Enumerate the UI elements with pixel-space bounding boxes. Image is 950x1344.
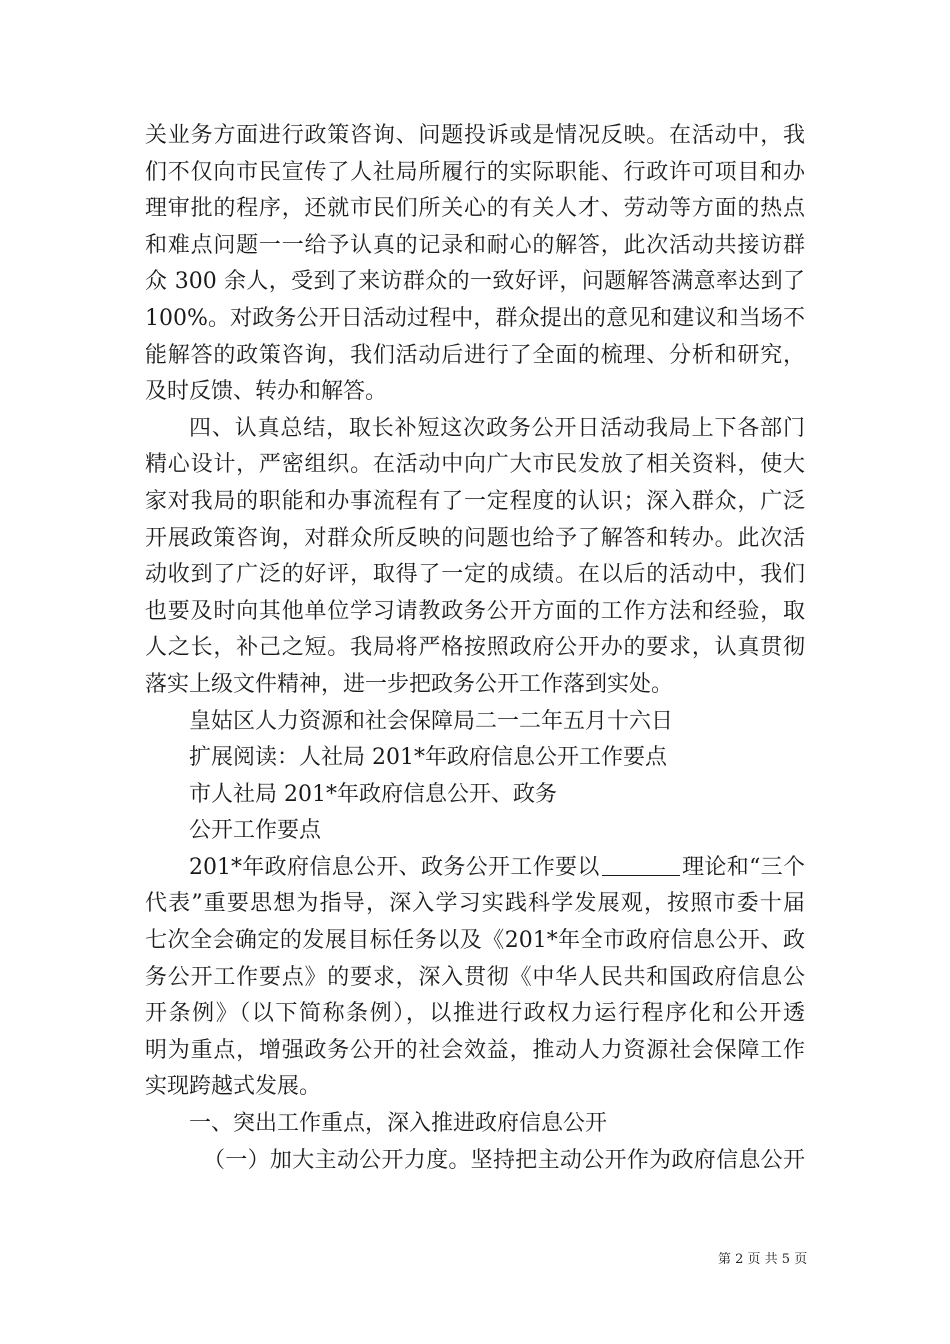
text-line: （一）加大主动公开力度。坚持把主动公开作为政府信息公开 <box>203 1147 805 1173</box>
text-line: 明为重点，增强政务公开的社会效益，推动人力资源社会保障工作 <box>145 1037 805 1063</box>
text-segment: 理论和“三个 <box>681 854 805 880</box>
text-line: 落实上级文件精神，进一步把政务公开工作落到实处。 <box>145 671 674 697</box>
text-line: 实现跨越式发展。 <box>145 1074 322 1100</box>
text-line: 精心设计，严密组织。在活动中向广大市民发放了相关资料，使大 <box>145 452 805 478</box>
text-line: 开展政策咨询，对群众所反映的问题也给予了解答和转办。此次活 <box>145 525 805 551</box>
section-heading-line: 四、认真总结，取长补短这次政务公开日活动我局上下各部门 <box>189 415 805 441</box>
text-line: 务公开工作要点》的要求，深入贯彻《中华人民共和国政府信息公 <box>145 964 805 990</box>
text-line: 家对我局的职能和办事流程有了一定程度的认识；深入群众，广泛 <box>145 488 805 514</box>
document-body <box>145 118 805 1179</box>
text-line: 众 300 余人，受到了来访群众的一致好评，问题解答满意率达到了 <box>145 269 805 295</box>
text-line: 开条例》（以下简称条例），以推进行政权力运行程序化和公开透 <box>145 1001 805 1027</box>
signature-line: 皇姑区人力资源和社会保障局二一二年五月十六日 <box>189 708 674 734</box>
text-line-with-blank <box>145 850 805 887</box>
fill-in-blank <box>602 853 680 876</box>
text-line: 能解答的政策咨询，我们活动后进行了全面的梳理、分析和研究， <box>145 342 805 368</box>
text-line: 及时反馈、转办和解答。 <box>145 379 388 405</box>
text-line: 七次全会确定的发展目标任务以及《201*年全市政府信息公开、政 <box>145 928 805 954</box>
text-line: 代表”重要思想为指导，深入学习实践科学发展观，按照市委十届 <box>145 891 805 917</box>
text-line: 和难点问题一一给予认真的记录和耐心的解答，此次活动共接访群 <box>145 232 805 258</box>
subtitle-line: 市人社局 201*年政府信息公开、政务 <box>189 781 557 807</box>
page-number-footer: 第 2 页 共 5 页 <box>718 1252 808 1267</box>
extended-reading-line: 扩展阅读：人社局 201*年政府信息公开工作要点 <box>189 745 667 771</box>
text-line: 动收到了广泛的好评，取得了一定的成绩。在以后的活动中，我们 <box>145 562 805 588</box>
subtitle-line: 公开工作要点 <box>189 818 322 844</box>
text-line: 关业务方面进行政策咨询、问题投诉或是情况反映。在活动中，我 <box>145 123 805 148</box>
text-line: 100%。对政务公开日活动过程中，群众提出的意见和建议和当场不 <box>145 305 805 331</box>
section-heading-line: 一、突出工作重点，深入推进政府信息公开 <box>189 1111 608 1137</box>
text-segment: 201*年政府信息公开、政务公开工作要以 <box>189 854 600 880</box>
text-line: 理审批的程序，还就市民们所关心的有关人才、劳动等方面的热点 <box>145 196 805 222</box>
text-line: 也要及时向其他单位学习请教政务公开方面的工作方法和经验，取 <box>145 598 805 624</box>
text-line: 们不仅向市民宣传了人社局所履行的实际职能、行政许可项目和办 <box>145 159 805 185</box>
text-line: 人之长，补己之短。我局将严格按照政府公开办的要求，认真贯彻 <box>145 635 805 661</box>
